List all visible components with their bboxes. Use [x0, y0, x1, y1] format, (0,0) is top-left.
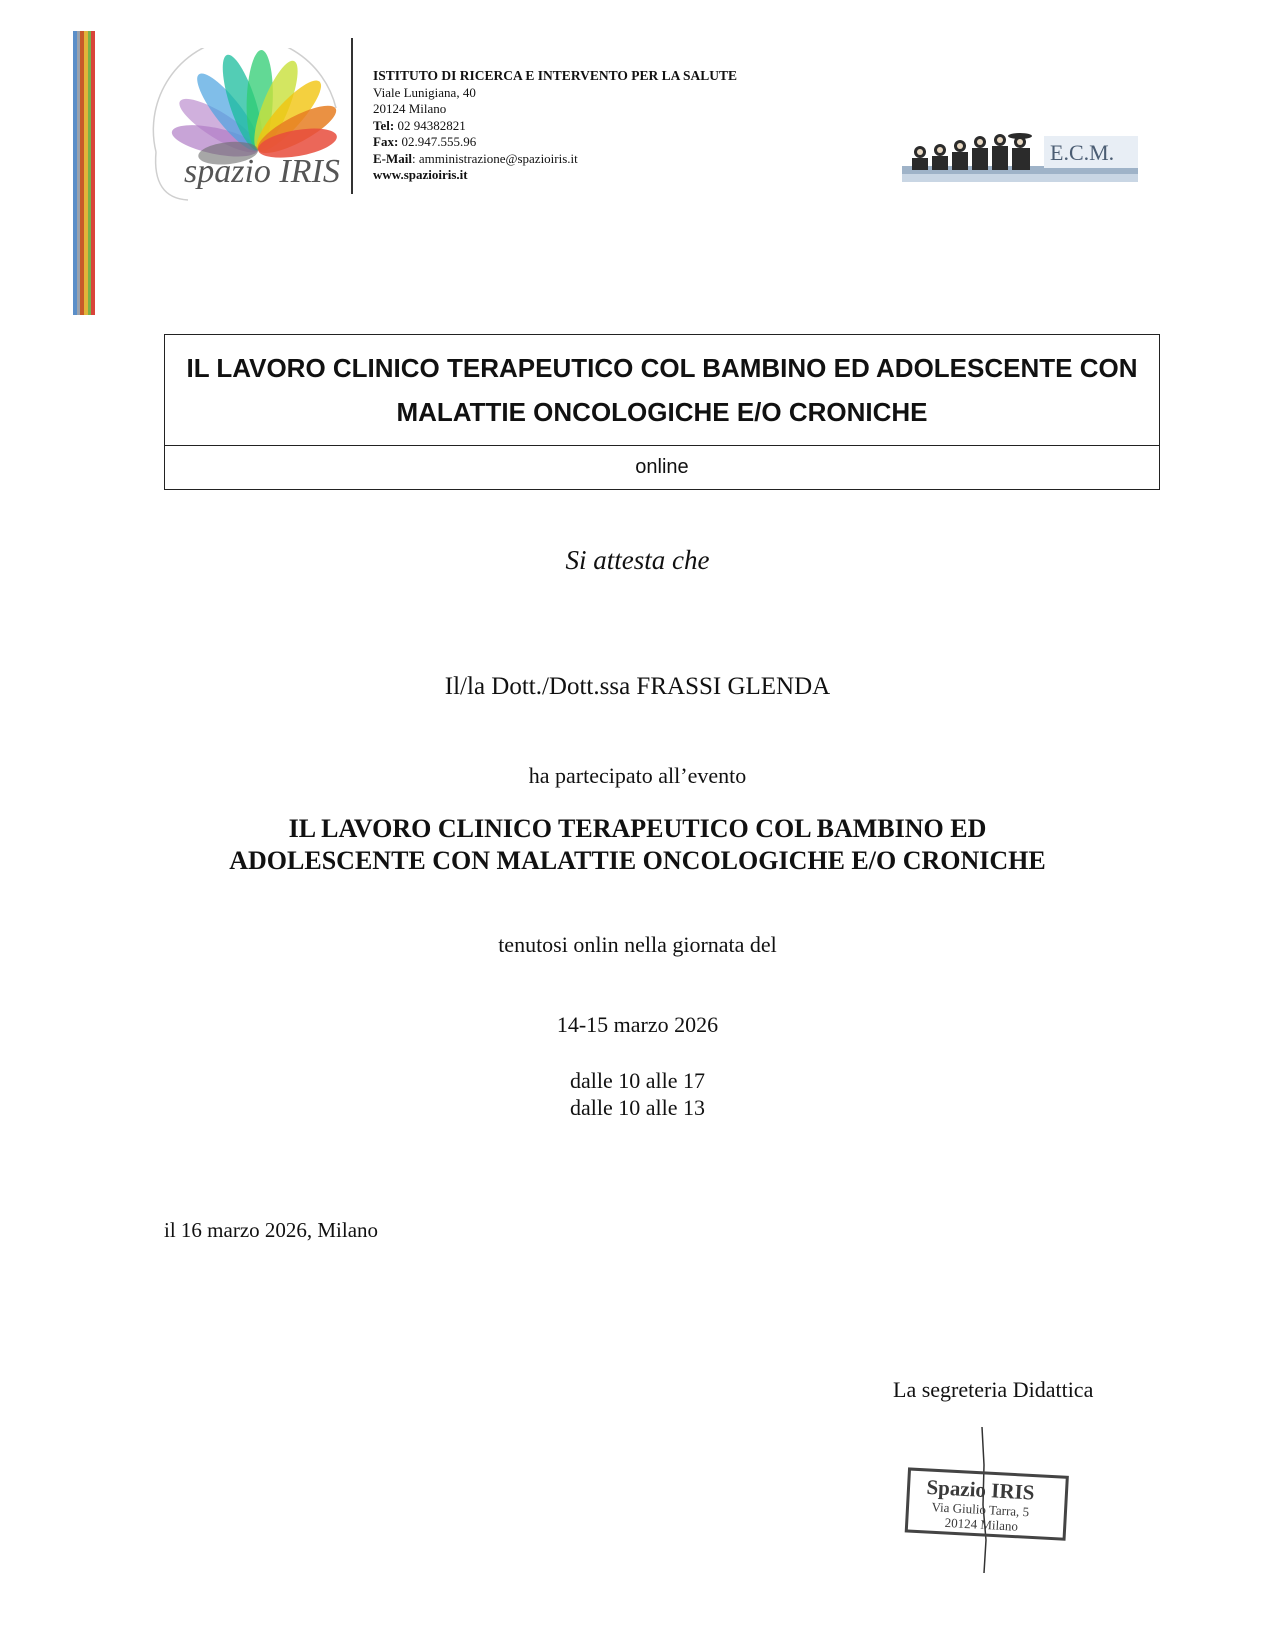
tel-label: Tel: — [373, 117, 395, 133]
fax-line — [373, 134, 737, 151]
ecm-badge — [902, 132, 1138, 184]
institute-name: ISTITUTO DI RICERCA E INTERVENTO PER LA SALUTE — [373, 68, 738, 83]
time-line2: dalle 10 alle 13 — [569, 1095, 705, 1120]
spazio-iris-logo — [148, 48, 344, 204]
website-text: www.spazioiris.it — [373, 167, 468, 182]
event-title — [0, 813, 1275, 877]
course-mode: online — [635, 456, 689, 478]
website — [373, 167, 737, 184]
email-line — [373, 151, 737, 168]
stamp-line1: Spazio IRIS — [925, 1474, 1036, 1505]
attests-text: Si attesta che — [565, 545, 710, 575]
logo-text: spazio IRIS — [184, 153, 340, 190]
stamp-line3: 20124 Milano — [944, 1514, 1019, 1534]
time-line1: dalle 10 alle 17 — [569, 1068, 705, 1093]
tel-value: 02 94382821 — [397, 117, 466, 133]
address-line2: 20124 Milano — [373, 101, 447, 116]
side-stripes — [73, 31, 95, 315]
institute-stamp — [890, 1425, 1080, 1575]
ecm-text: E.C.M. — [1050, 140, 1115, 165]
held-text: tenutosi onlin nella giornata del — [498, 932, 777, 957]
event-times — [0, 1067, 1275, 1121]
participated-text: ha partecipato all’evento — [528, 763, 747, 788]
course-title: IL LAVORO CLINICO TERAPEUTICO COL BAMBINO ED ADOLESCENTE CON MALATTIE ONCOLOGICHE E/O CRONICHE — [165, 335, 1159, 446]
email-label: E-Mail — [373, 150, 412, 166]
course-title-box — [164, 334, 1160, 490]
header-divider — [351, 38, 353, 194]
secretary-signature-label: La segreteria Didattica — [893, 1377, 1094, 1402]
address-line1: Viale Lunigiana, 40 — [373, 84, 476, 100]
stamp-line2: Via Giulio Tarra, 5 — [931, 1499, 1030, 1520]
fax-label: Fax: — [373, 134, 399, 149]
fax-value: 02.947.555.96 — [401, 134, 477, 149]
institute-info — [373, 68, 737, 184]
event-title-line1: IL LAVORO CLINICO TERAPEUTICO COL BAMBINO ED — [288, 814, 987, 843]
tel-line — [373, 118, 737, 135]
stripe-6 — [91, 31, 95, 315]
place-date: il 16 marzo 2026, Milano — [164, 1218, 379, 1242]
participant-name: Il/la Dott./Dott.ssa FRASSI GLENDA — [444, 673, 831, 700]
event-title-line2: ADOLESCENTE CON MALATTIE ONCOLOGICHE E/O CRONICHE — [229, 846, 1046, 875]
email-value: : amministrazione@spazioiris.it — [412, 150, 578, 166]
event-dates: 14-15 marzo 2026 — [556, 1012, 719, 1037]
